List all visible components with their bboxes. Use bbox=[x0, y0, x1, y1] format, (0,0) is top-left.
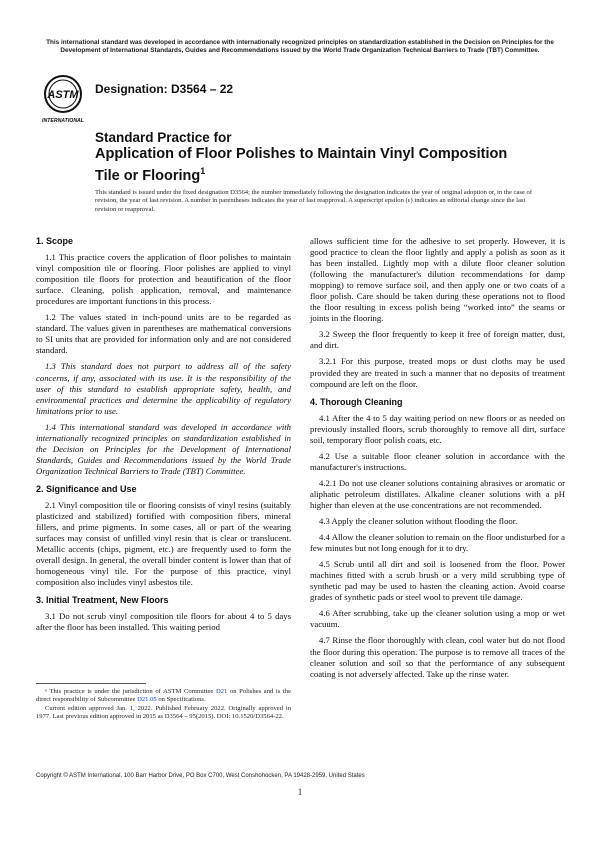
paragraph-4-4: 4.4 Allow the cleaner solution to remain on the floor undisturbed for a few minutes but not long enough for it to dry. bbox=[310, 532, 565, 554]
paragraph-4-7: 4.7 Rinse the floor thoroughly with clean, cool water but do not flood the floor during this operation. The purpose is to remove all traces of the cleaner solution and soil so that the performance of any subsequent coating is not adversely affected. Take up the rinse water. bbox=[310, 635, 565, 679]
paragraph-4-6: 4.6 After scrubbing, take up the cleaner solution using a mop or wet vacuum. bbox=[310, 608, 565, 630]
paragraph-3-1: 3.1 Do not scrub vinyl composition tile floors for about 4 to 5 days after the floor has been installed. This waiting period bbox=[36, 611, 291, 633]
committee-d21-link[interactable]: D21 bbox=[215, 688, 228, 695]
title-line-2: Application of Floor Polishes to Maintain Vinyl Composition bbox=[95, 146, 508, 162]
designation: Designation: D3564 – 22 bbox=[95, 82, 234, 96]
paragraph-4-2-1: 4.2.1 Do not use cleaner solutions containing abrasives or aromatic or aliphatic petroleum distillates. Alkaline cleaner solutions with a pH higher than eleven at the use concentrations are not recommended. bbox=[310, 477, 565, 510]
title-footnote-mark: 1 bbox=[200, 166, 206, 176]
title-block bbox=[95, 130, 565, 185]
left-column bbox=[36, 236, 291, 639]
title-line-1: Standard Practice for bbox=[95, 130, 232, 145]
paragraph-2-1: 2.1 Vinyl composition tile or flooring consists of vinyl resins (suitably plasticized and stabilized) fortified with composition fibers, mineral fillers, and prime pigments. In some cases, all or part of the wearing surfaces may consist of unfilled vinyl resin that is clear or translucent. Metallic accents (chips, pigment, etc.) are frequently used to form the overall design. In general, the overall binder content is lower than that of homogeneous vinyl tile. For the purpose of this practice, vinyl composition also includes vinyl asbestos tile. bbox=[36, 499, 291, 588]
page-number: 1 bbox=[297, 787, 303, 797]
footnote bbox=[36, 688, 291, 721]
paragraph-1-4: 1.4 This international standard was developed in accordance with internationally recognized principles on standardization established in the Decision on Principles for the Development of International Standards, Guides and Recommendations issued by the World Trade Organization Technical Barriers to Trade (TBT) Committee. bbox=[36, 421, 291, 476]
paragraph-1-3: 1.3 This standard does not purport to address all of the safety concerns, if any, associated with its use. It is the responsibility of the user of this standard to establish appropriate safety, health, and environmental practices and determine the applicability of regulatory limitations prior to use. bbox=[36, 361, 291, 416]
right-column bbox=[310, 236, 565, 685]
section-4-heading: 4. Thorough Cleaning bbox=[310, 396, 403, 407]
paragraph-3-2-1: 3.2.1 For this purpose, treated mops or dust cloths may be used provided they are treated in such a manner that no deposits of treatment compound are left on the floor. bbox=[310, 356, 565, 389]
paragraph-4-2: 4.2 Use a suitable floor cleaner solution in accordance with the manufacturer's instructions. bbox=[310, 450, 565, 472]
section-1-heading: 1. Scope bbox=[36, 236, 74, 246]
section-2-heading: 2. Significance and Use bbox=[36, 483, 137, 494]
paragraph-1-2: 1.2 The values stated in inch-pound units are to be regarded as standard. The values given in parentheses are mathematical conversions to SI units that are provided for information only and are not considered standard. bbox=[36, 312, 291, 356]
paragraph-4-1: 4.1 After the 4 to 5 day waiting period on new floors or as needed on previously installed floors, scrub thoroughly to remove all dirt, surface soil, temporary floor polish coats, etc. bbox=[310, 412, 565, 445]
footnote-2: Current edition approved Jan. 1, 2022. Published February 2022. Originally approved in 1977. Last previous edition approved in 2015 as D3564 – 95(2015). DOI: 10.1520/D3564-22. bbox=[36, 704, 291, 720]
header-notice: This international standard was developed in accordance with internationally recognized principles on standardization established in the Decision on Principles for the Development of International Standards, Guides and Recommendations issued by the World Trade Organization Technical Barriers to Trade (TBT) Committee. bbox=[46, 39, 554, 54]
copyright: Copyright © ASTM International, 100 Barr Harbor Drive, PO Box C700, West Conshohocken, PA 19428-2959. United States bbox=[36, 773, 365, 779]
astm-logo bbox=[37, 70, 93, 126]
footnote-1: ¹ This practice is under the jurisdiction of ASTM Committee D21 on Polishes and is the direct responsibility of Subcommittee D21.05 on Specifications. bbox=[36, 688, 291, 704]
paragraph-4-5: 4.5 Scrub until all dirt and soil is loosened from the floor. Power machines fitted with a scrub brush or a very mild scrubbing type of synthetic pad may be used to hasten the cleaning action. Avoid coarse grades of synthetic pads or steel wool to prevent tile damage. bbox=[310, 559, 565, 603]
logo-text: ASTM bbox=[47, 89, 79, 101]
paragraph-3-2: 3.2 Sweep the floor frequently to keep it free of foreign matter, dust, and dirt. bbox=[310, 329, 565, 351]
footnote-rule bbox=[36, 683, 146, 684]
issue-note: This standard is issued under the fixed designation D3564; the number immediately following the designation indicates the year of original adoption or, in the case of revision, the year of last revision. A number in parentheses indicates the year of last reapproval. A superscript epsilon (ε) indicates an editorial change since the last revision or reapproval. bbox=[95, 189, 533, 213]
section-3-heading: 3. Initial Treatment, New Floors bbox=[36, 595, 169, 606]
paragraph-3-1-continued: allows sufficient time for the adhesive to set properly. However, it is good practice to clean the floor lightly and apply a polish as soon as it has been installed. Lightly mop with a dilute floor cleaner solution (following the manufacturer's dilution recommendations for damp mopping) to remove surface soil, and then apply one or two coats of a floor polish. Care should be taken during these operations not to flood the floor resulting in excess polish being “worked into” the seams or joints in the flooring. bbox=[310, 236, 565, 324]
subcommittee-d21-05-link[interactable]: D21.05 bbox=[137, 696, 157, 704]
paragraph-1-1: 1.1 This practice covers the application of floor polishes to maintain vinyl composition tile or flooring. Floor polishes are applied to vinyl composition tile floors for protection and beautification of the floor surface. Cleaning, polish application, removal, and maintenance procedures are important functions in this process. bbox=[36, 252, 291, 307]
title-line-3: Tile or Flooring$^1$ bbox=[95, 166, 206, 184]
logo-subtext: INTERNATIONAL bbox=[42, 118, 84, 124]
paragraph-4-3: 4.3 Apply the cleaner solution without flooding the floor. bbox=[319, 516, 518, 527]
